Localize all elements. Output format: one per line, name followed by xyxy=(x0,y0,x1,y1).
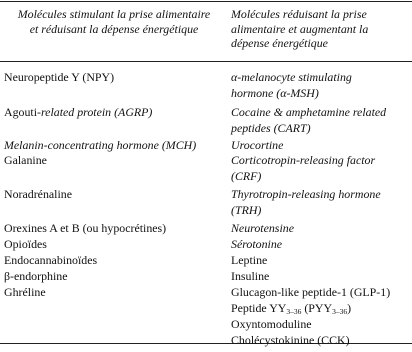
header-left xyxy=(4,7,224,36)
left-item-npy: Neuropeptide Y (NPY) xyxy=(4,70,115,84)
left-item-mch: Melanin-concentrating hormone (MCH) xyxy=(4,138,197,152)
left-item-beta-endorphine: β-endorphine xyxy=(4,269,68,283)
right-item-amsh-line2: hormone (α-MSH) xyxy=(231,86,319,100)
header-right-line3: dépense énergétique xyxy=(231,36,328,50)
right-item-pyy-suffix: ) xyxy=(347,301,352,315)
header-right-line2: alimentaire et augmentant la xyxy=(231,21,369,36)
right-item-pyy-prefix: Peptide YY xyxy=(231,301,287,315)
right-item-pyy-sub2: 3–36 xyxy=(332,307,348,316)
left-item-agrp-rest: related protein (AGRP) xyxy=(41,105,153,119)
bottom-rule xyxy=(0,343,412,344)
header-right-line1: Molécules réduisant la prise xyxy=(231,7,367,21)
right-item-insuline: Insuline xyxy=(231,269,270,283)
right-item-crf-line1: Corticotropin-releasing factor xyxy=(231,153,376,167)
right-item-cart-line2: peptides (CART) xyxy=(231,121,311,135)
right-item-trh-line1: Thyrotropin-releasing hormone xyxy=(231,187,381,201)
header-rule xyxy=(0,61,412,62)
header-right xyxy=(231,7,409,51)
left-item-agrp xyxy=(4,104,152,120)
left-item-noradrenaline: Noradrénaline xyxy=(4,187,73,201)
right-item-pyy-sub1: 3–36 xyxy=(286,307,302,316)
left-item-opioides: Opioïdes xyxy=(4,237,47,251)
right-item-trh-line2: (TRH) xyxy=(231,203,262,217)
left-item-endocannabinoides: Endocannabinoïdes xyxy=(4,253,98,267)
right-item-glp1: Glucagon-like peptide-1 (GLP-1) xyxy=(231,285,391,299)
right-item-cart-line1: Cocaine & amphetamine related xyxy=(231,105,387,119)
right-item-crf-line2: (CRF) xyxy=(231,169,262,183)
left-item-orexines: Orexines A et B (ou hypocrétines) xyxy=(4,221,167,235)
left-item-ghreline: Ghréline xyxy=(4,285,46,299)
right-item-pyy-middle: (PYY xyxy=(301,301,333,315)
header-left-line2: et réduisant la dépense énergétique xyxy=(29,21,199,36)
right-item-cck: Cholécystokinine (CCK) xyxy=(231,333,350,347)
right-item-neurotensine: Neurotensine xyxy=(231,221,294,235)
header-left-line1: Molécules stimulant la prise alimentaire xyxy=(17,7,211,21)
left-item-agrp-prefix: Agouti- xyxy=(4,105,41,119)
top-rule xyxy=(0,1,412,2)
right-item-serotonine: Sérotonine xyxy=(231,237,283,251)
right-item-urocortine: Urocortine xyxy=(231,138,284,152)
right-item-oxyntomoduline: Oxyntomoduline xyxy=(231,317,312,331)
right-item-amsh-line1: α-melanocyte stimulating xyxy=(231,70,352,84)
left-item-galanine: Galanine xyxy=(4,153,47,167)
right-item-leptine: Leptine xyxy=(231,253,268,267)
